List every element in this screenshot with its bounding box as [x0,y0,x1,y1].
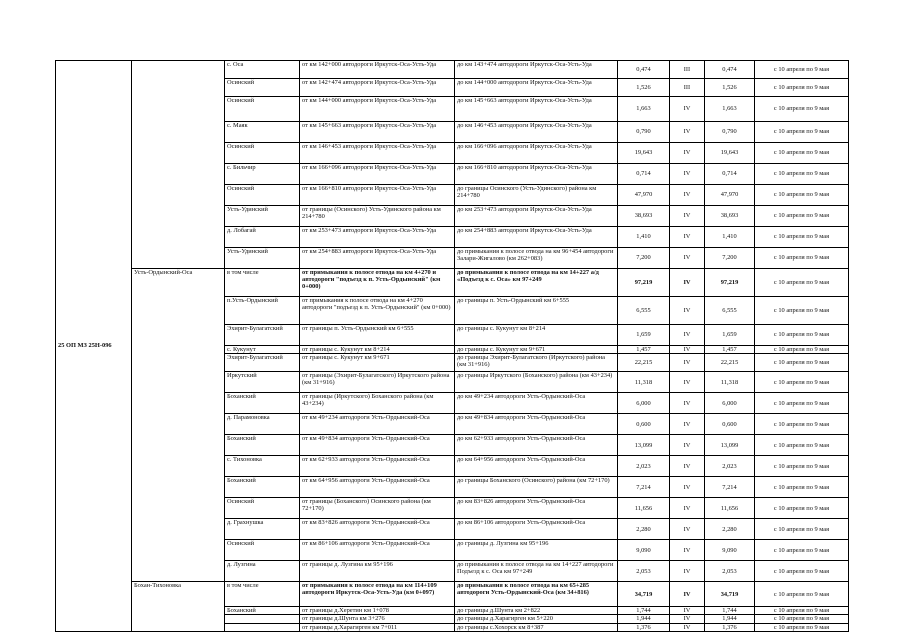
category-cell: III [670,61,705,79]
category-cell: IV [670,122,705,143]
length-cell: 1,376 [618,623,670,631]
length2-cell: 0,600 [705,414,755,435]
period-cell: с 10 апреля по 9 мая [755,561,849,582]
period-cell: с 10 апреля по 9 мая [755,248,849,269]
period-cell: с 10 апреля по 9 мая [755,607,849,615]
length2-cell: 0,790 [705,122,755,143]
place-cell: с. Кукунут [225,346,300,354]
from-cell: от км 142+000 автодороги Иркутск-Оса-Усть-Уда [300,61,455,79]
period-cell: с 10 апреля по 9 мая [755,477,849,498]
place-cell: д. Парамоновка [225,414,300,435]
length-cell: 19,643 [618,143,670,164]
from-cell: от км 166+810 автодороги Иркутск-Оса-Усть-Уда [300,185,455,206]
period-cell: с 10 апреля по 9 мая [755,297,849,325]
from-cell: от км 62+933 автодороги Усть-Ордынский-Оса [300,456,455,477]
category-cell: IV [670,164,705,185]
category-cell: IV [670,354,705,372]
road-name-cell [132,61,225,269]
period-cell: с 10 апреля по 9 мая [755,346,849,354]
place-cell: Иркутский [225,372,300,393]
length-cell: 34,719 [618,582,670,607]
from-cell: от границы д.Харагирген км 7+011 [300,623,455,631]
place-cell: с. Бильчир [225,164,300,185]
length-cell: 47,970 [618,185,670,206]
category-cell: IV [670,435,705,456]
length2-cell: 0,474 [705,61,755,79]
table-row [56,61,849,79]
category-cell: III [670,79,705,97]
from-cell: от км 86+106 автодороги Усть-Ордынский-Оса [300,540,455,561]
length2-cell: 0,714 [705,164,755,185]
category-cell: IV [670,143,705,164]
to-cell: до км 62+933 автодороги Усть-Ордынский-Оса [455,435,618,456]
from-cell: от границы (Эхирит-Булагатского) Иркутского района (км 31+916) [300,372,455,393]
length2-cell: 7,200 [705,248,755,269]
category-cell: IV [670,372,705,393]
category-cell: IV [670,227,705,248]
to-cell: до границы Эхирит-Булагатского (Иркутского) района (км 31+916) [455,354,618,372]
length2-cell: 1,376 [705,623,755,631]
length2-cell: 1,526 [705,79,755,97]
place-cell: Осинский [225,498,300,519]
from-cell: от границы д. Лузгина км 95+196 [300,561,455,582]
place-cell: Усть-Удинский [225,206,300,227]
to-cell: до границы с. Кукунут км 9+671 [455,346,618,354]
length2-cell: 1,659 [705,325,755,346]
place-cell: в том числе [225,269,300,297]
to-cell: до км 83+826 автодороги Усть-Ордынский-Оса [455,498,618,519]
from-cell: от км 254+883 автодороги Иркутск-Оса-Усть-Уда [300,248,455,269]
period-cell: с 10 апреля по 9 мая [755,519,849,540]
length-cell: 6,000 [618,393,670,414]
place-cell: с. Оса [225,61,300,79]
period-cell: с 10 апреля по 9 мая [755,393,849,414]
period-cell: с 10 апреля по 9 мая [755,456,849,477]
length2-cell: 6,555 [705,297,755,325]
from-cell: от км 49+234 автодороги Усть-Ордынский-Оса [300,414,455,435]
length-cell: 2,053 [618,561,670,582]
place-cell: Осинский [225,540,300,561]
period-cell: с 10 апреля по 9 мая [755,623,849,631]
length-cell: 9,090 [618,540,670,561]
from-cell: от границы (Иркутского) Боханского района (км 43+234) [300,393,455,414]
length-cell: 1,410 [618,227,670,248]
length-cell: 2,023 [618,456,670,477]
to-cell: до границы д. Лузгина км 95+196 [455,540,618,561]
to-cell: до примыкания к полосе отвода на км 96+454 автодороги Залари-Жигалово (км 262+083) [455,248,618,269]
to-cell: до км 49+834 автодороги Усть-Ордынский-Оса [455,414,618,435]
road-name-cell: Усть-Ордынский-Оса [132,269,225,582]
category-cell: IV [670,297,705,325]
category-cell: IV [670,498,705,519]
period-cell: с 10 апреля по 9 мая [755,582,849,607]
to-cell: до км 146+453 автодороги Иркутск-Оса-Усть-Уда [455,122,618,143]
category-cell: IV [670,477,705,498]
category-cell: IV [670,414,705,435]
category-cell: IV [670,582,705,607]
place-cell: с. Маяк [225,122,300,143]
place-cell: Боханский [225,477,300,498]
category-cell: IV [670,540,705,561]
category-cell: IV [670,269,705,297]
category-cell: IV [670,248,705,269]
length-cell: 13,099 [618,435,670,456]
length-cell: 22,215 [618,354,670,372]
period-cell: с 10 апреля по 9 мая [755,498,849,519]
to-cell: до границы с.Хохорск км 8+387 [455,623,618,631]
length2-cell: 19,643 [705,143,755,164]
length2-cell: 47,970 [705,185,755,206]
category-cell: IV [670,456,705,477]
to-cell: до км 253+473 автодороги Иркутск-Оса-Усть-Уда [455,206,618,227]
to-cell: до границы Осинского (Усть-Удинского) района км 214+780 [455,185,618,206]
period-cell: с 10 апреля по 9 мая [755,354,849,372]
category-cell: IV [670,206,705,227]
length-cell: 11,318 [618,372,670,393]
period-cell: с 10 апреля по 9 мая [755,122,849,143]
to-cell: до км 254+883 автодороги Иркутск-Оса-Усть-Уда [455,227,618,248]
from-cell: от границы с. Кукунут км 8+214 [300,346,455,354]
length-cell: 38,693 [618,206,670,227]
to-cell: до км 49+234 автодороги Усть-Ордынский-Оса [455,393,618,414]
length2-cell: 22,215 [705,354,755,372]
from-cell: от границы д.Шунта км 3+276 [300,615,455,623]
to-cell: до км 145+663 автодороги Иркутск-Оса-Усть-Уда [455,97,618,122]
place-cell: Осинский [225,97,300,122]
from-cell: от км 142+474 автодороги Иркутск-Оса-Усть-Уда [300,79,455,97]
from-cell: от границы (Осинского) Усть-Удинского района км 214+780 [300,206,455,227]
category-cell: IV [670,623,705,631]
length-cell: 2,280 [618,519,670,540]
length-cell: 1,744 [618,607,670,615]
place-cell: д. Лузгина [225,561,300,582]
to-cell: до границы Иркутского (Боханского) района (км 43+234) [455,372,618,393]
period-cell: с 10 апреля по 9 мая [755,61,849,79]
place-cell: д. Лобагай [225,227,300,248]
length2-cell: 34,719 [705,582,755,607]
length2-cell: 1,944 [705,615,755,623]
period-cell: с 10 апреля по 9 мая [755,97,849,122]
to-cell: до границы Боханского (Осинского) района (км 72+170) [455,477,618,498]
to-cell: до границы д.Харагирген км 5+220 [455,615,618,623]
place-cell: п.Усть-Ордынский [225,297,300,325]
length-cell: 0,600 [618,414,670,435]
to-cell: до км 86+106 автодороги Усть-Ордынский-Оса [455,519,618,540]
length2-cell: 2,023 [705,456,755,477]
place-cell [225,615,300,623]
from-cell: от границы с. Кукунут км 9+671 [300,354,455,372]
place-cell: в том числе [225,582,300,607]
period-cell: с 10 апреля по 9 мая [755,325,849,346]
from-cell: от примыкания к полосе отвода на км 114+109 автодороги Иркутск-Оса-Усть-Уда (км 0+097) [300,582,455,607]
place-cell: с. Тихоновка [225,456,300,477]
category-cell: IV [670,615,705,623]
period-cell: с 10 апреля по 9 мая [755,143,849,164]
period-cell: с 10 апреля по 9 мая [755,227,849,248]
length-cell: 6,555 [618,297,670,325]
place-cell: Усть-Удинский [225,248,300,269]
to-cell: до границы п. Усть-Ордынский км 6+555 [455,297,618,325]
to-cell: до примыкания к полосе отвода на км 65+285 автодороги Усть-Ордынский-Оса (км 34+816) [455,582,618,607]
period-cell: с 10 апреля по 9 мая [755,269,849,297]
from-cell: от примыкания к полосе отвода на км 4+270 автодороги "подъезд к п. Усть-Ордынский" (км 0+000) [300,297,455,325]
length-cell: 1,526 [618,79,670,97]
length-cell: 1,659 [618,325,670,346]
length-cell: 11,656 [618,498,670,519]
length2-cell: 1,457 [705,346,755,354]
period-cell: с 10 апреля по 9 мая [755,540,849,561]
period-cell: с 10 апреля по 9 мая [755,615,849,623]
period-cell: с 10 апреля по 9 мая [755,164,849,185]
place-cell: Осинский [225,143,300,164]
place-cell [225,623,300,631]
from-cell: от примыкания к полосе отвода на км 4+270 и автодороги "подъезд к п. Усть-Ордынский" (км 0+000) [300,269,455,297]
from-cell: от границы п. Усть-Ордынский км 6+555 [300,325,455,346]
from-cell: от км 64+956 автодороги Усть-Ордынский-Оса [300,477,455,498]
category-cell: IV [670,519,705,540]
category-cell: IV [670,325,705,346]
from-cell: от границы (Боханского) Осинского района (км 72+170) [300,498,455,519]
length-cell: 0,790 [618,122,670,143]
length2-cell: 2,053 [705,561,755,582]
from-cell: от км 83+826 автодороги Усть-Ордынский-Оса [300,519,455,540]
table-row [56,269,849,297]
category-cell: IV [670,346,705,354]
to-cell: до км 166+096 автодороги Иркутск-Оса-Усть-Уда [455,143,618,164]
table-row [56,582,849,607]
from-cell: от км 49+834 автодороги Усть-Ордынский-Оса [300,435,455,456]
place-cell: д. Грахнушка [225,519,300,540]
to-cell: до км 166+810 автодороги Иркутск-Оса-Усть-Уда [455,164,618,185]
length2-cell: 1,744 [705,607,755,615]
length2-cell: 97,219 [705,269,755,297]
length-cell: 7,214 [618,477,670,498]
length2-cell: 7,214 [705,477,755,498]
category-cell: IV [670,561,705,582]
category-cell: IV [670,97,705,122]
from-cell: от км 146+453 автодороги Иркутск-Оса-Усть-Уда [300,143,455,164]
to-cell: до км 144+000 автодороги Иркутск-Оса-Усть-Уда [455,79,618,97]
place-cell: Осинский [225,79,300,97]
length-cell: 0,714 [618,164,670,185]
to-cell: до примыкания к полосе отвода на км 14+227 автодороги Подъезд к с. Оса км 97+249 [455,561,618,582]
road-name-cell: Бохан-Тихоновка [132,582,225,632]
table-body [56,61,849,632]
length2-cell: 38,693 [705,206,755,227]
length2-cell: 1,663 [705,97,755,122]
place-cell: Боханский [225,393,300,414]
category-cell: IV [670,607,705,615]
from-cell: от км 253+473 автодороги Иркутск-Оса-Усть-Уда [300,227,455,248]
period-cell: с 10 апреля по 9 мая [755,372,849,393]
to-cell: до границы с. Кукунут км 8+214 [455,325,618,346]
period-cell: с 10 апреля по 9 мая [755,435,849,456]
length2-cell: 2,280 [705,519,755,540]
place-cell: Эхирит-Булагатский [225,354,300,372]
length2-cell: 13,099 [705,435,755,456]
category-cell: IV [670,393,705,414]
period-cell: с 10 апреля по 9 мая [755,414,849,435]
place-cell: Эхирит-Булагатский [225,325,300,346]
from-cell: от границы д.Херетин км 1+078 [300,607,455,615]
category-cell: IV [670,185,705,206]
length2-cell: 11,318 [705,372,755,393]
place-cell: Боханский [225,607,300,615]
length-cell: 1,663 [618,97,670,122]
period-cell: с 10 апреля по 9 мая [755,79,849,97]
from-cell: от км 166+096 автодороги Иркутск-Оса-Усть-Уда [300,164,455,185]
length-cell: 7,200 [618,248,670,269]
place-cell: Боханский [225,435,300,456]
length-cell: 1,457 [618,346,670,354]
length-cell: 97,219 [618,269,670,297]
length2-cell: 1,410 [705,227,755,248]
from-cell: от км 144+000 автодороги Иркутск-Оса-Усть-Уда [300,97,455,122]
to-cell: до примыкания к полосе отвода на км 14+227 а/д «Подъезд к с. Оса» км 97+249 [455,269,618,297]
length-cell: 1,944 [618,615,670,623]
period-cell: с 10 апреля по 9 мая [755,206,849,227]
to-cell: до км 143+474 автодороги Иркутск-Оса-Усть-Уда [455,61,618,79]
length2-cell: 9,090 [705,540,755,561]
from-cell: от км 145+663 автодороги Иркутск-Оса-Усть-Уда [300,122,455,143]
length-cell: 0,474 [618,61,670,79]
to-cell: до км 64+956 автодороги Усть-Ордынский-Оса [455,456,618,477]
road-restrictions-table [55,60,849,632]
road-code-cell: 25 ОП МЗ 25Н-096 [56,61,132,632]
place-cell: Осинский [225,185,300,206]
length2-cell: 11,656 [705,498,755,519]
to-cell: до границы д.Шунта км 2+822 [455,607,618,615]
period-cell: с 10 апреля по 9 мая [755,185,849,206]
length2-cell: 6,000 [705,393,755,414]
